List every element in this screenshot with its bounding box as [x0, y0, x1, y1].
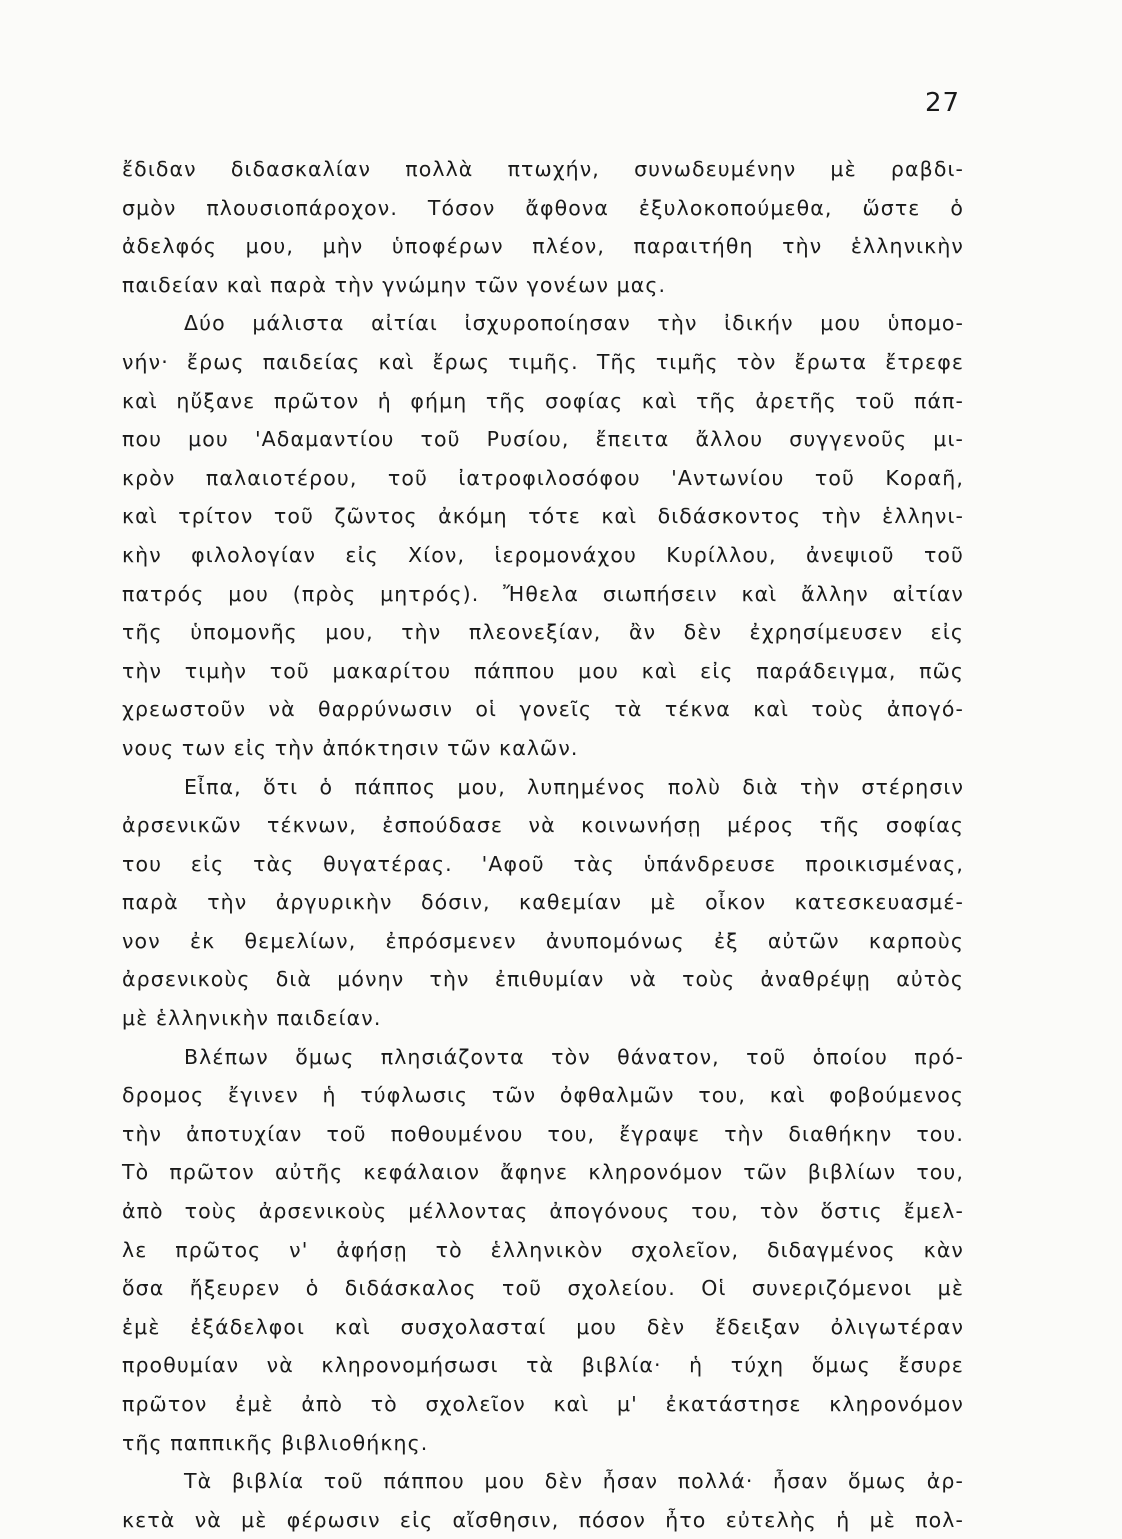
text-line: τῆς παππικῆς βιβλιοθήκης.	[122, 1430, 429, 1455]
text-line: πατρός μου (πρὸς μητρός). Ἤθελα σιωπήσειν καὶ ἄλλην αἰτίαν	[122, 581, 964, 606]
text-line: ὅσα ἤξευρεν ὁ διδάσκαλος τοῦ σχολείου. Οἱ συνεριζόμενοι μὲ	[122, 1276, 964, 1301]
text-line: δρομος ἔγινεν ἡ τύφλωσις τῶν ὀφθαλμῶν του, καὶ φοβούμενος	[122, 1083, 964, 1108]
text-line: Τὸ πρῶτον αὐτῆς κεφάλαιον ἄφηνε κληρονόμον τῶν βιβλίων του,	[122, 1160, 964, 1185]
text-line: που μου 'Αδαμαντίου τοῦ Ρυσίου, ἔπειτα ἄλλου συγγενοῦς μι-	[122, 427, 964, 452]
text-line: καὶ τρίτον τοῦ ζῶντος ἀκόμη τότε καὶ διδάσκοντος τὴν ἑλληνι-	[122, 504, 964, 529]
text-line: του εἰς τὰς θυγατέρας. 'Αφοῦ τὰς ὑπάνδρευσε προικισμένας,	[122, 851, 964, 876]
text-line: Τὰ βιβλία τοῦ πάππου μου δὲν ἦσαν πολλά· ἦσαν ὅμως ἀρ-	[184, 1469, 964, 1494]
body-text	[122, 150, 964, 1539]
page-number: 27	[925, 88, 961, 118]
text-line: καὶ ηὔξανε πρῶτον ἡ φήμη τῆς σοφίας καὶ τῆς ἀρετῆς τοῦ πάπ-	[122, 388, 964, 413]
text-line: προθυμίαν νὰ κληρονομήσωσι τὰ βιβλία· ἡ τύχη ὅμως ἔσυρε	[122, 1353, 964, 1378]
text-line: τὴν ἀποτυχίαν τοῦ ποθουμένου του, ἔγραψε τὴν διαθήκην του.	[122, 1121, 964, 1146]
text-line: νήν· ἔρως παιδείας καὶ ἔρως τιμῆς. Τῆς τιμῆς τὸν ἔρωτα ἔτρεφε	[122, 349, 964, 374]
text-line: νον ἐκ θεμελίων, ἐπρόσμενεν ἀνυπομόνως ἐξ αὐτῶν καρποὺς	[122, 928, 964, 953]
text-line: Βλέπων ὅμως πλησιάζοντα τὸν θάνατον, τοῦ ὁποίου πρό-	[184, 1044, 964, 1069]
text-line: χρεωστοῦν νὰ θαρρύνωσιν οἱ γονεῖς τὰ τέκνα καὶ τοὺς ἀπογό-	[122, 697, 964, 722]
text-line: τὴν τιμὴν τοῦ μακαρίτου πάππου μου καὶ εἰς παράδειγμα, πῶς	[122, 658, 964, 683]
text-line: κρὸν παλαιοτέρου, τοῦ ἰατροφιλοσόφου 'Αντωνίου τοῦ Κοραῆ,	[122, 465, 964, 490]
text-line: ἔδιδαν διδασκαλίαν πολλὰ πτωχήν, συνωδευμένην μὲ ραβδι-	[122, 157, 964, 181]
text-line: ἐμὲ ἐξάδελφοι καὶ συσχολασταί μου δὲν ἔδειξαν ὀλιγωτέραν	[122, 1314, 964, 1339]
text-line: ἀδελφός μου, μὴν ὑποφέρων πλέον, παραιτήθη τὴν ἑλληνικὴν	[122, 234, 964, 259]
text-line: πρῶτον ἐμὲ ἀπὸ τὸ σχολεῖον καὶ μ' ἐκατάστησε κληρονόμον	[122, 1392, 964, 1416]
text-line: σμὸν πλουσιοπάροχον. Τόσον ἄφθονα ἐξυλοκοπούμεθα, ὥστε ὁ	[122, 195, 964, 220]
text-line: παρὰ τὴν ἀργυρικὴν δόσιν, καθεμίαν μὲ οἶκον κατεσκευασμέ-	[122, 890, 964, 915]
text-line: ἀπὸ τοὺς ἀρσενικοὺς μέλλοντας ἀπογόνους του, τὸν ὅστις ἔμελ-	[122, 1199, 964, 1224]
text-line: ἀρσενικοὺς διὰ μόνην τὴν ἐπιθυμίαν νὰ τοὺς ἀναθρέψῃ αὐτὸς	[122, 967, 964, 992]
text-line: Δύο μάλιστα αἰτίαι ἰσχυροποίησαν τὴν ἰδικήν μου ὑπομο-	[184, 311, 964, 336]
text-line: ἀρσενικῶν τέκνων, ἐσπούδασε νὰ κοινωνήσῃ μέρος τῆς σοφίας	[122, 813, 964, 838]
text-line: μὲ ἑλληνικὴν παιδείαν.	[122, 1006, 382, 1031]
text-line: νους των εἰς τὴν ἀπόκτησιν τῶν καλῶν.	[122, 735, 579, 760]
text-line: κὴν φιλολογίαν εἰς Χίον, ἱερομονάχου Κυρίλλου, ἀνεψιοῦ τοῦ	[122, 542, 964, 567]
text-line: λε πρῶτος ν' ἀφήσῃ τὸ ἑλληνικὸν σχολεῖον, διδαγμένος κὰν	[122, 1237, 964, 1262]
text-line: κετὰ νὰ μὲ φέρωσιν εἰς αἴσθησιν, πόσον ἦτο εὐτελὴς ἡ μὲ πολ-	[122, 1507, 964, 1532]
text-line: τῆς ὑπομονῆς μου, τὴν πλεονεξίαν, ἂν δὲν ἐχρησίμευσεν εἰς	[122, 620, 964, 645]
text-line: παιδείαν καὶ παρὰ τὴν γνώμην τῶν γονέων μας.	[122, 272, 667, 297]
text-line: Εἶπα, ὅτι ὁ πάππος μου, λυπημένος πολὺ διὰ τὴν στέρησιν	[184, 774, 964, 799]
